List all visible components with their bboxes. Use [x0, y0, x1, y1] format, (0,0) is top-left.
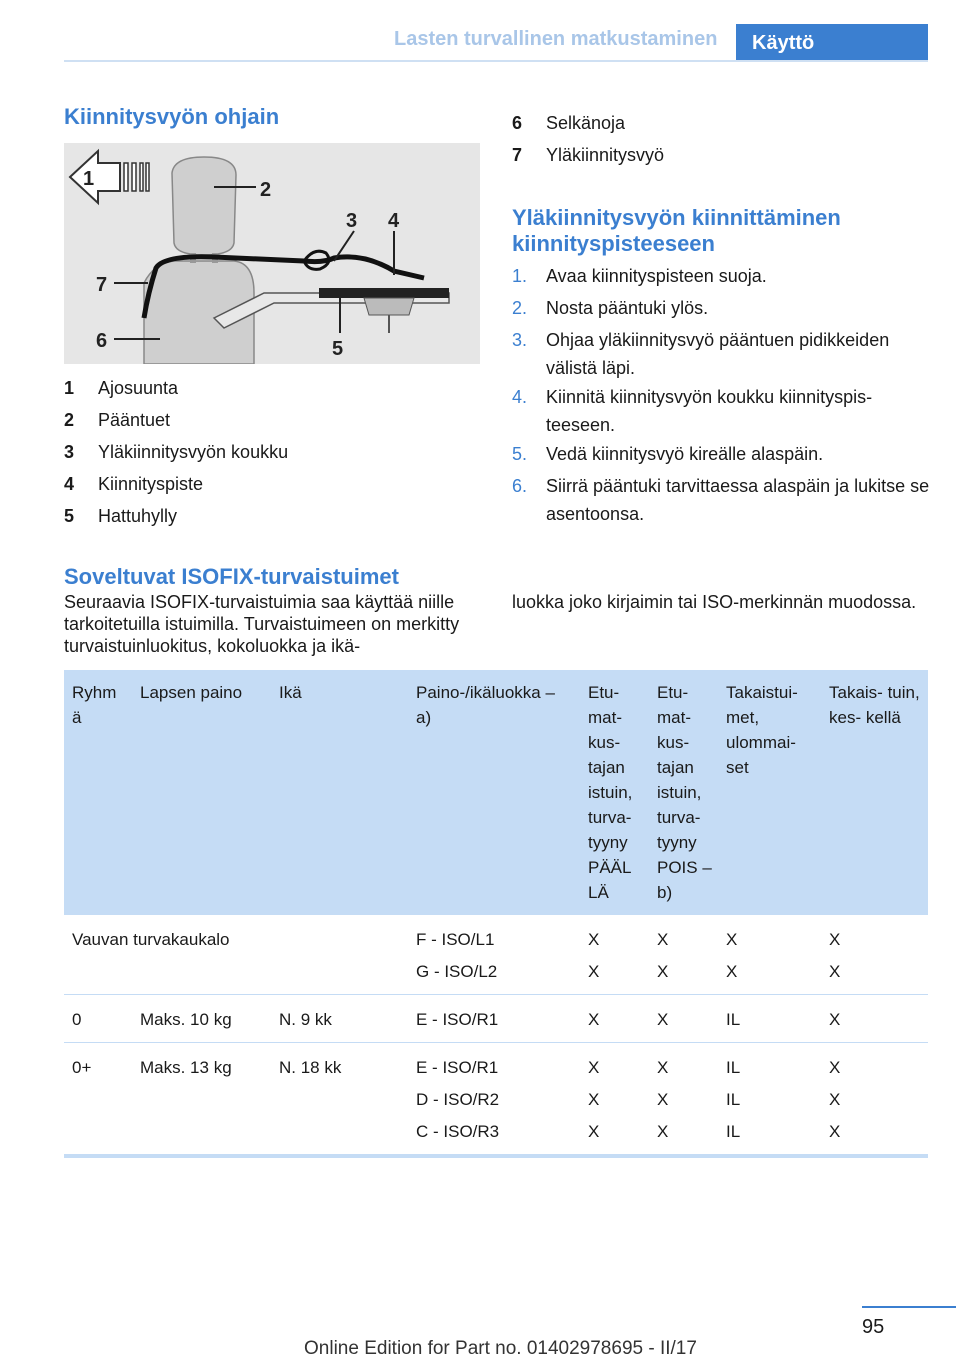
table-cell: 0+ — [64, 1043, 132, 1157]
figure-label-4: 4 — [388, 210, 400, 232]
step-item: 5. Vedä kiinnitysvyö kireälle alaspäin. — [512, 444, 824, 464]
table-header: Ryhm ä — [64, 670, 132, 915]
table-header: Takais- tuin, kes- kellä — [821, 670, 928, 915]
page-number: 95 — [862, 1316, 885, 1338]
table-cell: X X — [821, 915, 928, 995]
table-header-row — [64, 670, 928, 915]
direction-arrow-icon — [70, 151, 149, 203]
table-header: Takaistui- met, ulommai- set — [718, 670, 821, 915]
table-header: Ikä — [271, 670, 408, 915]
figure-label-2: 2 — [260, 179, 272, 201]
figure-label-6: 6 — [96, 330, 108, 352]
section-title-isofix: Soveltuvat ISOFIX-turvaistuimet — [64, 564, 399, 589]
header-divider — [64, 60, 928, 62]
table-cell: N. 9 kk — [271, 995, 408, 1043]
section-title-attach-belt: Yläkiinnitysvyön kiinnittäminen kiinnityspisteeseen — [512, 205, 841, 256]
table-cell: N. 18 kk — [271, 1043, 408, 1157]
table-header: Etu- mat- kus- tajan istuin, turva- tyyny POIS – b) — [649, 670, 718, 915]
table-cell: IL — [718, 995, 821, 1043]
table-header: Paino-/ikäluokka – a) — [408, 670, 580, 915]
figure-label-7: 7 — [96, 274, 108, 296]
table-cell: X X — [649, 915, 718, 995]
table-cell: 0 — [64, 995, 132, 1043]
isofix-paragraph-left: Seuraavia ISOFIX-turvaistuimia saa käyttää niille tarkoitetuilla istuimilla. Turvaistuimeen on merkitty turvaistuinluokitus, kokoluokka ja ikä- — [64, 592, 460, 656]
headrest-illustration — [64, 143, 480, 364]
table-cell: Maks. 13 kg — [132, 1043, 271, 1157]
table-cell: Vauvan turvakaukalo — [64, 915, 408, 995]
header-section-title: Lasten turvallinen matkustaminen — [394, 28, 718, 50]
table-cell: E - ISO/R1 D - ISO/R2 C - ISO/R3 — [408, 1043, 580, 1157]
table-header: Etu- mat- kus- tajan istuin, turva- tyyny PÄÄL LÄ — [580, 670, 649, 915]
table-cell: IL IL IL — [718, 1043, 821, 1157]
table-cell: E - ISO/R1 — [408, 995, 580, 1043]
table-cell: X — [821, 995, 928, 1043]
figure-label-3: 3 — [346, 210, 358, 232]
table-cell: X X X — [649, 1043, 718, 1157]
table-row — [64, 915, 928, 995]
table-cell: X X X — [821, 1043, 928, 1157]
header-chapter-tab[interactable]: Käyttö — [736, 24, 928, 62]
step-item: 4. Kiinnitä kiinnitysvyön koukku kiinnityspisteeseen. — [512, 387, 873, 435]
table-cell: X — [580, 995, 649, 1043]
step-item: 3. Ohjaa yläkiinnitysvyö pääntuen pidikkeiden välistä läpi. — [512, 330, 890, 378]
table-cell: F - ISO/L1 G - ISO/L2 — [408, 915, 580, 995]
belt-guide-figure — [64, 143, 480, 364]
table-cell: X X — [580, 915, 649, 995]
table-header: Lapsen paino — [132, 670, 271, 915]
table-cell: X X — [718, 915, 821, 995]
step-item: 2. Nosta pääntuki ylös. — [512, 298, 709, 318]
isofix-paragraph-right: luokka joko kirjaimin tai ISO-merkinnän muodossa. — [512, 592, 917, 612]
table-row — [64, 1043, 928, 1157]
isofix-table — [64, 670, 928, 1158]
table-row — [64, 995, 928, 1043]
section-title-belt-guide: Kiinnitysvyön ohjain — [64, 104, 280, 129]
table-cell: X X X — [580, 1043, 649, 1157]
table-cell: Maks. 10 kg — [132, 995, 271, 1043]
step-item: 6. Siirrä pääntuki tarvittaessa alaspäin ja lukitse se asentoonsa. — [512, 476, 930, 524]
step-item: 1. Avaa kiinnityspisteen suoja. — [512, 266, 767, 286]
table-cell: X — [649, 995, 718, 1043]
edition-footer: Online Edition for Part no. 01402978695 - II/17 — [304, 1338, 697, 1359]
footer-divider — [862, 1306, 956, 1308]
figure-label-1: 1 — [83, 168, 95, 190]
figure-label-5: 5 — [332, 338, 344, 360]
